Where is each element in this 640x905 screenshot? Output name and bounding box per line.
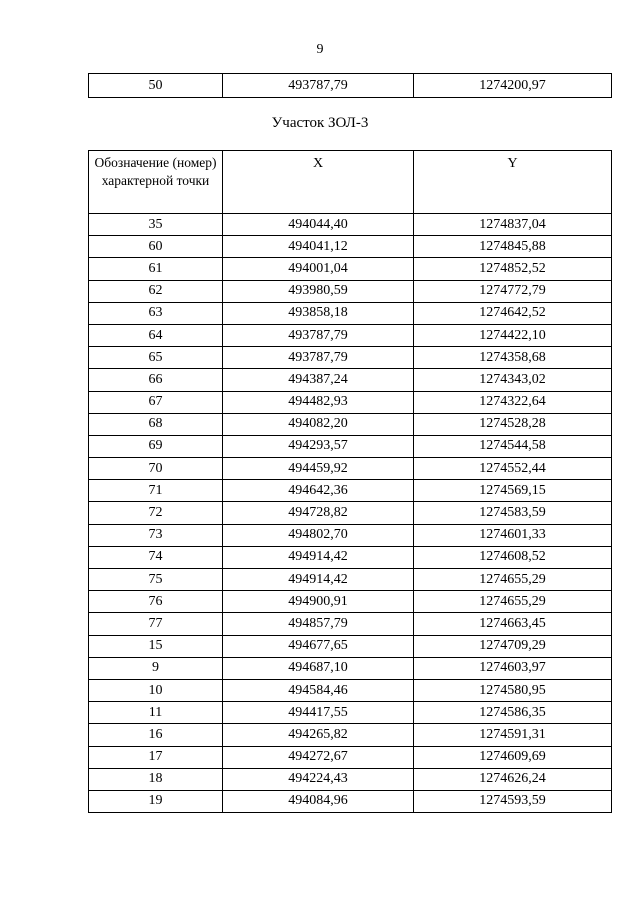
point-cell: 62 — [89, 280, 223, 302]
x-cell: 494677,65 — [223, 635, 414, 657]
section-title: Участок ЗОЛ-3 — [271, 115, 369, 131]
point-cell: 68 — [89, 413, 223, 435]
x-cell: 494687,10 — [223, 657, 414, 679]
x-cell: 494293,57 — [223, 435, 414, 457]
table-row — [89, 324, 612, 346]
table-row — [89, 502, 612, 524]
point-cell: 73 — [89, 524, 223, 546]
point-cell: 19 — [89, 790, 223, 812]
table-row — [89, 258, 612, 280]
y-cell: 1274552,44 — [414, 458, 612, 480]
point-cell: 67 — [89, 391, 223, 413]
table-row — [89, 724, 612, 746]
point-cell: 61 — [89, 258, 223, 280]
header-point: Обозначение (номер) характерной точки — [89, 151, 223, 214]
y-cell: 1274200,97 — [414, 74, 612, 98]
table-row — [89, 524, 612, 546]
x-cell: 493980,59 — [223, 280, 414, 302]
table-row — [89, 591, 612, 613]
y-cell: 1274586,35 — [414, 702, 612, 724]
point-cell: 66 — [89, 369, 223, 391]
y-cell: 1274845,88 — [414, 236, 612, 258]
point-cell: 71 — [89, 480, 223, 502]
y-cell: 1274663,45 — [414, 613, 612, 635]
y-cell: 1274544,58 — [414, 435, 612, 457]
x-cell: 494417,55 — [223, 702, 414, 724]
y-cell: 1274601,33 — [414, 524, 612, 546]
point-cell: 65 — [89, 347, 223, 369]
point-cell: 35 — [89, 214, 223, 236]
point-cell: 10 — [89, 679, 223, 701]
header-y: Y — [414, 151, 612, 214]
table-row — [89, 635, 612, 657]
coordinates-table — [88, 150, 612, 813]
x-cell: 494900,91 — [223, 591, 414, 613]
header-x: X — [223, 151, 414, 214]
table-row — [89, 546, 612, 568]
y-cell: 1274608,52 — [414, 546, 612, 568]
table-row — [89, 768, 612, 790]
x-cell: 493787,79 — [223, 347, 414, 369]
y-cell: 1274583,59 — [414, 502, 612, 524]
table-row — [89, 391, 612, 413]
x-cell: 494224,43 — [223, 768, 414, 790]
point-cell: 72 — [89, 502, 223, 524]
point-cell: 16 — [89, 724, 223, 746]
table-row — [89, 657, 612, 679]
continuation-table — [88, 73, 612, 98]
y-cell: 1274358,68 — [414, 347, 612, 369]
x-cell: 494482,93 — [223, 391, 414, 413]
table-row — [89, 679, 612, 701]
point-cell: 70 — [89, 458, 223, 480]
x-cell: 493787,79 — [223, 324, 414, 346]
table-row — [89, 302, 612, 324]
point-cell: 63 — [89, 302, 223, 324]
point-cell: 64 — [89, 324, 223, 346]
y-cell: 1274642,52 — [414, 302, 612, 324]
x-cell: 494642,36 — [223, 480, 414, 502]
x-cell: 494001,04 — [223, 258, 414, 280]
point-cell: 18 — [89, 768, 223, 790]
y-cell: 1274852,52 — [414, 258, 612, 280]
point-cell: 50 — [89, 74, 223, 98]
x-cell: 493858,18 — [223, 302, 414, 324]
table-row — [89, 790, 612, 812]
x-cell: 494459,92 — [223, 458, 414, 480]
table-row — [89, 369, 612, 391]
point-cell: 17 — [89, 746, 223, 768]
x-cell: 494387,24 — [223, 369, 414, 391]
table-header-row — [89, 151, 612, 214]
x-cell: 494044,40 — [223, 214, 414, 236]
table-row — [89, 702, 612, 724]
x-cell: 494584,46 — [223, 679, 414, 701]
x-cell: 494084,96 — [223, 790, 414, 812]
x-cell: 494265,82 — [223, 724, 414, 746]
x-cell: 494914,42 — [223, 569, 414, 591]
table-row — [89, 458, 612, 480]
y-cell: 1274422,10 — [414, 324, 612, 346]
y-cell: 1274322,64 — [414, 391, 612, 413]
point-cell: 77 — [89, 613, 223, 635]
table-row — [89, 74, 612, 98]
x-cell: 494857,79 — [223, 613, 414, 635]
table-row — [89, 413, 612, 435]
point-cell: 15 — [89, 635, 223, 657]
y-cell: 1274569,15 — [414, 480, 612, 502]
point-cell: 75 — [89, 569, 223, 591]
x-cell: 493787,79 — [223, 74, 414, 98]
x-cell: 494082,20 — [223, 413, 414, 435]
point-cell: 60 — [89, 236, 223, 258]
y-cell: 1274655,29 — [414, 591, 612, 613]
point-cell: 9 — [89, 657, 223, 679]
point-cell: 11 — [89, 702, 223, 724]
y-cell: 1274343,02 — [414, 369, 612, 391]
y-cell: 1274772,79 — [414, 280, 612, 302]
x-cell: 494272,67 — [223, 746, 414, 768]
point-cell: 74 — [89, 546, 223, 568]
table-row — [89, 236, 612, 258]
table-row — [89, 214, 612, 236]
y-cell: 1274709,29 — [414, 635, 612, 657]
table-row — [89, 280, 612, 302]
point-cell: 69 — [89, 435, 223, 457]
y-cell: 1274609,69 — [414, 746, 612, 768]
y-cell: 1274593,59 — [414, 790, 612, 812]
y-cell: 1274603,97 — [414, 657, 612, 679]
x-cell: 494041,12 — [223, 236, 414, 258]
x-cell: 494802,70 — [223, 524, 414, 546]
table-row — [89, 347, 612, 369]
y-cell: 1274580,95 — [414, 679, 612, 701]
x-cell: 494728,82 — [223, 502, 414, 524]
y-cell: 1274528,28 — [414, 413, 612, 435]
y-cell: 1274837,04 — [414, 214, 612, 236]
y-cell: 1274591,31 — [414, 724, 612, 746]
table-row — [89, 746, 612, 768]
table-row — [89, 480, 612, 502]
y-cell: 1274655,29 — [414, 569, 612, 591]
table-row — [89, 569, 612, 591]
table-row — [89, 613, 612, 635]
page-number: 9 — [316, 42, 324, 57]
table-row — [89, 435, 612, 457]
point-cell: 76 — [89, 591, 223, 613]
y-cell: 1274626,24 — [414, 768, 612, 790]
x-cell: 494914,42 — [223, 546, 414, 568]
